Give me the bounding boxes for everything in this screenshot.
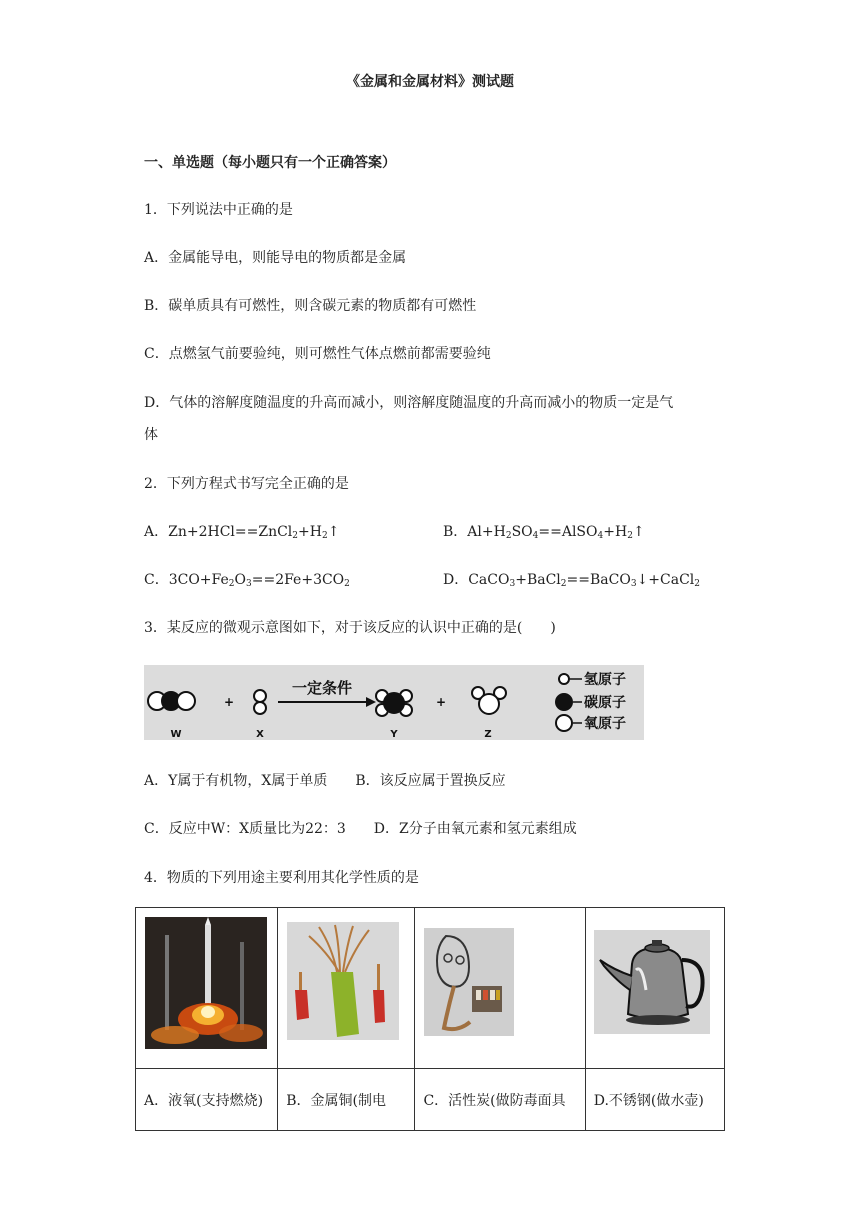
copper-wire-image [287, 922, 399, 1040]
q2-option-c: C．$3CO+Fe_2O_3==2Fe+3CO_2$ [144, 572, 350, 589]
q1-option-d-cont: 体 [144, 427, 158, 443]
plus-sign-1: + [223, 695, 235, 709]
label-w: W [170, 729, 182, 740]
image-cell-a [136, 908, 278, 1069]
q2-option-a: A．$Zn+2HCl==ZnCl_2+H_2↑$ [144, 524, 340, 541]
legend-oxygen: 氧原子 [584, 716, 626, 732]
image-cell-c [415, 908, 585, 1069]
q1-option-c: C．点燃氢气前要验纯，则可燃性气体点燃前都需要验纯 [144, 346, 491, 362]
q2-option-b: B．$Al+H_2SO_4==AlSO_4+H_2↑$ [443, 524, 645, 541]
page-title: 《金属和金属材料》测试题 [346, 74, 514, 90]
q4-option-b: B．金属铜(制电 [278, 1069, 415, 1131]
q1-option-a: A．金属能导电，则能导电的物质都是金属 [144, 250, 407, 266]
reaction-condition: 一定条件 [291, 679, 353, 697]
q1-option-b: B．碳单质具有可燃性，则含碳元素的物质都有可燃性 [144, 298, 477, 314]
reaction-diagram-svg [144, 665, 644, 740]
q3-stem: 3．某反应的微观示意图如下，对于该反应的认识中正确的是( ) [144, 620, 556, 636]
q3-options-cd: C．反应中W：X质量比为22：3 D．Z分子由氧元素和氢元素组成 [144, 821, 577, 837]
plus-sign-2: + [435, 695, 447, 709]
q3-options-ab: A．Y属于有机物，X属于单质 B．该反应属于置换反应 [144, 773, 506, 789]
reaction-diagram [144, 665, 644, 740]
label-z: Z [484, 729, 492, 740]
legend-hydrogen: 氢原子 [584, 672, 626, 688]
q4-option-table [135, 907, 725, 1131]
q1-stem: 1．下列说法中正确的是 [144, 202, 293, 218]
q2-stem: 2．下列方程式书写完全正确的是 [144, 476, 349, 492]
q4-option-c: C．活性炭(做防毒面具 [415, 1069, 585, 1131]
q1-option-d: D．气体的溶解度随温度的升高而减小，则溶解度随温度的升高而减小的物质一定是气 [144, 395, 674, 411]
q2-option-d: D．CaCO$_3$+BaCl$_2$==BaCO$_3$↓+CaCl$_2$ [443, 572, 700, 589]
label-x: X [256, 729, 264, 740]
q4-option-a: A．液氧(支持燃烧) [136, 1069, 278, 1131]
section-heading: 一、单选题（每小题只有一个正确答案） [144, 155, 396, 171]
label-y: Y [390, 729, 398, 740]
image-cell-d [585, 908, 724, 1069]
q4-option-d: D.不锈钢(做水壶) [585, 1069, 724, 1131]
gas-mask-image [424, 928, 514, 1036]
image-cell-b [278, 908, 415, 1069]
rocket-launch-image [145, 917, 267, 1049]
legend-carbon: 碳原子 [584, 695, 626, 711]
q4-stem: 4．物质的下列用途主要利用其化学性质的是 [144, 870, 419, 886]
kettle-image [594, 930, 710, 1034]
